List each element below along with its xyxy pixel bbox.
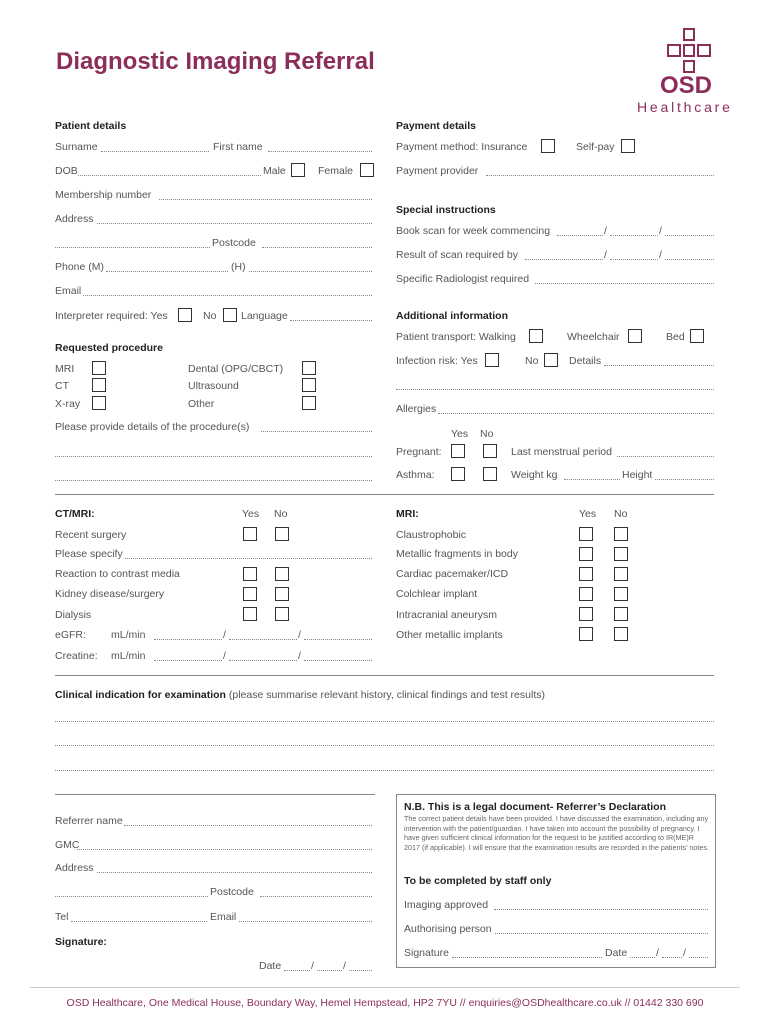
- result-required-label: Result of scan required by: [396, 249, 518, 261]
- claustrophobic-label: Claustrophobic: [396, 529, 467, 541]
- contrast-no-checkbox[interactable]: [275, 567, 289, 581]
- referrer-address-field[interactable]: [97, 872, 372, 873]
- proc-ultrasound-checkbox[interactable]: [302, 378, 316, 392]
- dialysis-label: Dialysis: [55, 609, 92, 621]
- pacemaker-label: Cardiac pacemaker/ICD: [396, 568, 509, 580]
- slash: /: [343, 960, 346, 972]
- first-name-field[interactable]: [268, 151, 372, 152]
- procedure-details-label: Please provide details of the procedure(s): [55, 421, 250, 433]
- declaration-text: The correct patient details have been provided. I have discussed the examination, including any intervention with the patient/guardian. I have taken into account the possibility of pregnancy. I have given sufficient clinical information for the request to be justified according to IR(ME)R 2017 (if applicable). I will ensure that the examination results are recorded in the patients’ notes.: [404, 814, 709, 852]
- claustrophobic-no-checkbox[interactable]: [614, 527, 628, 541]
- slash: /: [223, 650, 226, 662]
- address-field[interactable]: [97, 223, 372, 224]
- wheelchair-checkbox[interactable]: [628, 329, 642, 343]
- phone-m-field[interactable]: [106, 271, 228, 272]
- footer-divider: [30, 987, 740, 988]
- surname-label: Surname: [55, 141, 98, 153]
- recent-surgery-yes-checkbox[interactable]: [243, 527, 257, 541]
- postcode-field[interactable]: [262, 247, 372, 248]
- lmp-label: Last menstrual period: [511, 446, 612, 458]
- selfpay-label: Self-pay: [576, 141, 615, 153]
- slash: /: [683, 947, 686, 959]
- slash: /: [659, 225, 662, 237]
- clinical-note: (please summarise relevant history, clinical findings and test results): [228, 689, 545, 701]
- procedure-details-field[interactable]: [261, 431, 372, 432]
- referrer-name-field[interactable]: [124, 825, 372, 826]
- proc-dental-checkbox[interactable]: [302, 361, 316, 375]
- creatine-unit: mL/min: [111, 650, 146, 662]
- ctmri-yes-label: Yes: [242, 508, 260, 520]
- referrer-date-yy[interactable]: [349, 970, 372, 971]
- contrast-yes-checkbox[interactable]: [243, 567, 257, 581]
- insurance-checkbox[interactable]: [541, 139, 555, 153]
- selfpay-checkbox[interactable]: [621, 139, 635, 153]
- infection-details-field[interactable]: [604, 365, 714, 366]
- footer-text: OSD Healthcare, One Medical House, Boundary Way, Hemel Hempstead, HP2 7YU // enquiries@OSDhealthcare.co.uk // 01442 330 690: [66, 997, 704, 1009]
- postcode-label: Postcode: [212, 237, 256, 249]
- aneurysm-yes-checkbox[interactable]: [579, 607, 593, 621]
- pacemaker-no-checkbox[interactable]: [614, 567, 628, 581]
- referrer-date-label: Date: [259, 960, 282, 972]
- imaging-approved-field[interactable]: [494, 909, 708, 910]
- egfr-label: eGFR:: [55, 629, 86, 641]
- book-scan-yy-field[interactable]: [665, 235, 714, 236]
- weight-label: Weight kg: [511, 469, 558, 481]
- creatine-field-1[interactable]: [154, 660, 222, 661]
- wheelchair-label: Wheelchair: [567, 331, 620, 343]
- cochlear-no-checkbox[interactable]: [614, 587, 628, 601]
- declaration-heading: N.B. This is a legal document- Referrer’s Declaration: [404, 801, 666, 813]
- asthma-label: Asthma:: [396, 469, 435, 481]
- asthma-yes-checkbox[interactable]: [451, 467, 465, 481]
- proc-xray-label: X-ray: [55, 398, 81, 410]
- ctmri-heading: CT/MRI:: [55, 508, 95, 520]
- interpreter-no-label: No: [203, 310, 217, 322]
- authorising-field[interactable]: [495, 933, 708, 934]
- aneurysm-no-checkbox[interactable]: [614, 607, 628, 621]
- referrer-postcode-field[interactable]: [260, 896, 372, 897]
- transport-label: Patient transport: Walking: [396, 331, 516, 343]
- osd-cross-logo-icon: [664, 27, 716, 75]
- tel-label: Tel: [55, 911, 69, 923]
- proc-mri-checkbox[interactable]: [92, 361, 106, 375]
- email-field[interactable]: [83, 295, 372, 296]
- phone-h-label: (H): [231, 261, 246, 273]
- payment-heading: Payment details: [396, 120, 476, 132]
- recent-surgery-label: Recent surgery: [55, 529, 127, 541]
- interpreter-no-checkbox[interactable]: [223, 308, 237, 322]
- referrer-address-line2[interactable]: [55, 896, 208, 897]
- please-specify-field[interactable]: [125, 558, 372, 559]
- egfr-unit: mL/min: [111, 629, 146, 641]
- egfr-field-3[interactable]: [304, 639, 372, 640]
- contrast-label: Reaction to contrast media: [55, 568, 180, 580]
- address-line2-field[interactable]: [55, 247, 210, 248]
- cochlear-label: Colchlear implant: [396, 588, 478, 600]
- result-mm-field[interactable]: [610, 259, 658, 260]
- metal-fragments-label: Metallic fragments in body: [396, 548, 518, 560]
- procedure-heading: Requested procedure: [55, 342, 163, 354]
- patient-heading: Patient details: [55, 120, 127, 132]
- yes-col-label: Yes: [451, 428, 469, 440]
- clinical-line-2[interactable]: [55, 745, 714, 746]
- slash: /: [298, 650, 301, 662]
- additional-heading: Additional information: [396, 310, 508, 322]
- dialysis-no-checkbox[interactable]: [275, 607, 289, 621]
- interpreter-yes-checkbox[interactable]: [178, 308, 192, 322]
- kidney-yes-checkbox[interactable]: [243, 587, 257, 601]
- infection-label: Infection risk: Yes: [396, 355, 478, 367]
- radiologist-label: Specific Radiologist required: [396, 273, 530, 285]
- height-label: Height: [622, 469, 653, 481]
- result-dd-field[interactable]: [525, 259, 603, 260]
- referrer-email-field[interactable]: [239, 921, 372, 922]
- referrer-address-label: Address: [55, 862, 94, 874]
- logo-name: OSD: [660, 72, 713, 99]
- proc-ultrasound-label: Ultrasound: [188, 380, 239, 392]
- other-implants-yes-checkbox[interactable]: [579, 627, 593, 641]
- clinical-heading-row: [55, 689, 545, 701]
- phone-h-field[interactable]: [249, 271, 372, 272]
- referrer-postcode-label: Postcode: [210, 886, 254, 898]
- walking-checkbox[interactable]: [529, 329, 543, 343]
- clinical-line-3[interactable]: [55, 770, 714, 771]
- female-checkbox[interactable]: [360, 163, 374, 177]
- slash: /: [656, 947, 659, 959]
- address-label: Address: [55, 213, 94, 225]
- divider: [55, 494, 714, 495]
- allergies-field[interactable]: [438, 413, 714, 414]
- procedure-details-line2[interactable]: [55, 456, 372, 457]
- mri-no-label: No: [614, 508, 628, 520]
- creatine-label: Creatine:: [55, 650, 98, 662]
- authorising-label: Authorising person: [404, 923, 492, 935]
- book-scan-label: Book scan for week commencing: [396, 225, 551, 237]
- ctmri-no-label: No: [274, 508, 288, 520]
- language-field[interactable]: [290, 320, 372, 321]
- proc-ct-checkbox[interactable]: [92, 378, 106, 392]
- metal-fragments-yes-checkbox[interactable]: [579, 547, 593, 561]
- payment-provider-label: Payment provider: [396, 165, 479, 177]
- infection-details-label: Details: [569, 355, 602, 367]
- surname-field[interactable]: [101, 151, 209, 152]
- divider: [55, 675, 714, 676]
- lmp-field[interactable]: [617, 456, 714, 457]
- pacemaker-yes-checkbox[interactable]: [579, 567, 593, 581]
- imaging-approved-label: Imaging approved: [404, 899, 489, 911]
- book-scan-dd-field[interactable]: [557, 235, 603, 236]
- slash: /: [298, 629, 301, 641]
- phone-m-label: Phone (M): [55, 261, 105, 273]
- payment-provider-field[interactable]: [486, 175, 714, 176]
- membership-label: Membership number: [55, 189, 152, 201]
- proc-ct-label: CT: [55, 380, 69, 392]
- book-scan-mm-field[interactable]: [610, 235, 658, 236]
- slash: /: [223, 629, 226, 641]
- mri-heading: MRI:: [396, 508, 419, 520]
- staff-signature-field[interactable]: [452, 957, 602, 958]
- signature-label: Signature:: [55, 936, 107, 948]
- staff-date-mm[interactable]: [662, 957, 682, 958]
- referrer-email-label: Email: [210, 911, 237, 923]
- please-specify-label: Please specify: [55, 548, 123, 560]
- dob-field[interactable]: [78, 175, 261, 176]
- female-label: Female: [318, 165, 354, 177]
- language-label: Language: [241, 310, 288, 322]
- recent-surgery-no-checkbox[interactable]: [275, 527, 289, 541]
- email-label: Email: [55, 285, 82, 297]
- infection-no-label: No: [525, 355, 539, 367]
- bed-label: Bed: [666, 331, 685, 343]
- slash: /: [604, 249, 607, 261]
- egfr-field-1[interactable]: [154, 639, 222, 640]
- pregnant-label: Pregnant:: [396, 446, 442, 458]
- dialysis-yes-checkbox[interactable]: [243, 607, 257, 621]
- infection-no-checkbox[interactable]: [544, 353, 558, 367]
- referrer-date-mm[interactable]: [317, 970, 342, 971]
- other-implants-label: Other metallic implants: [396, 629, 503, 641]
- special-heading: Special instructions: [396, 204, 496, 216]
- payment-method-label: Payment method: Insurance: [396, 141, 528, 153]
- tel-field[interactable]: [71, 921, 207, 922]
- slash: /: [604, 225, 607, 237]
- asthma-no-checkbox[interactable]: [483, 467, 497, 481]
- staff-heading: To be completed by staff only: [404, 875, 552, 887]
- male-label: Male: [263, 165, 286, 177]
- bed-checkbox[interactable]: [690, 329, 704, 343]
- height-field[interactable]: [655, 479, 714, 480]
- staff-date-dd[interactable]: [630, 957, 655, 958]
- claustrophobic-yes-checkbox[interactable]: [579, 527, 593, 541]
- creatine-field-2[interactable]: [229, 660, 297, 661]
- radiologist-field[interactable]: [535, 283, 714, 284]
- proc-xray-checkbox[interactable]: [92, 396, 106, 410]
- proc-dental-label: Dental (OPG/CBCT): [188, 363, 284, 375]
- allergies-label: Allergies: [396, 403, 437, 415]
- infection-yes-checkbox[interactable]: [485, 353, 499, 367]
- proc-other-checkbox[interactable]: [302, 396, 316, 410]
- proc-other-label: Other: [188, 398, 215, 410]
- divider: [55, 794, 375, 795]
- mri-yes-label: Yes: [579, 508, 597, 520]
- no-col-label: No: [480, 428, 494, 440]
- page-title: Diagnostic Imaging Referral: [56, 48, 375, 75]
- dob-label: DOB: [55, 165, 78, 177]
- slash: /: [659, 249, 662, 261]
- procedure-details-line3[interactable]: [55, 480, 372, 481]
- proc-mri-label: MRI: [55, 363, 75, 375]
- other-implants-no-checkbox[interactable]: [614, 627, 628, 641]
- pregnant-yes-checkbox[interactable]: [451, 444, 465, 458]
- weight-field[interactable]: [564, 479, 620, 480]
- membership-field[interactable]: [159, 199, 372, 200]
- gmc-field[interactable]: [77, 849, 372, 850]
- egfr-field-2[interactable]: [229, 639, 297, 640]
- creatine-field-3[interactable]: [304, 660, 372, 661]
- slash: /: [311, 960, 314, 972]
- interpreter-label: Interpreter required: Yes: [55, 310, 168, 322]
- cochlear-yes-checkbox[interactable]: [579, 587, 593, 601]
- result-yy-field[interactable]: [665, 259, 714, 260]
- staff-signature-label: Signature: [404, 947, 449, 959]
- staff-date-label: Date: [605, 947, 628, 959]
- metal-fragments-no-checkbox[interactable]: [614, 547, 628, 561]
- logo-sub: Healthcare: [637, 99, 733, 115]
- clinical-heading: Clinical indication for examination: [55, 689, 226, 701]
- kidney-label: Kidney disease/surgery: [55, 588, 165, 600]
- first-name-label: First name: [213, 141, 263, 153]
- pregnant-no-checkbox[interactable]: [483, 444, 497, 458]
- referrer-date-dd[interactable]: [284, 970, 310, 971]
- referrer-name-label: Referrer name: [55, 815, 123, 827]
- kidney-no-checkbox[interactable]: [275, 587, 289, 601]
- staff-date-yy[interactable]: [689, 957, 708, 958]
- aneurysm-label: Intracranial aneurysm: [396, 609, 497, 621]
- gmc-label: GMC: [55, 839, 80, 851]
- male-checkbox[interactable]: [291, 163, 305, 177]
- declaration-box: [396, 794, 716, 968]
- clinical-line-1[interactable]: [55, 721, 714, 722]
- infection-details-line2[interactable]: [396, 389, 714, 390]
